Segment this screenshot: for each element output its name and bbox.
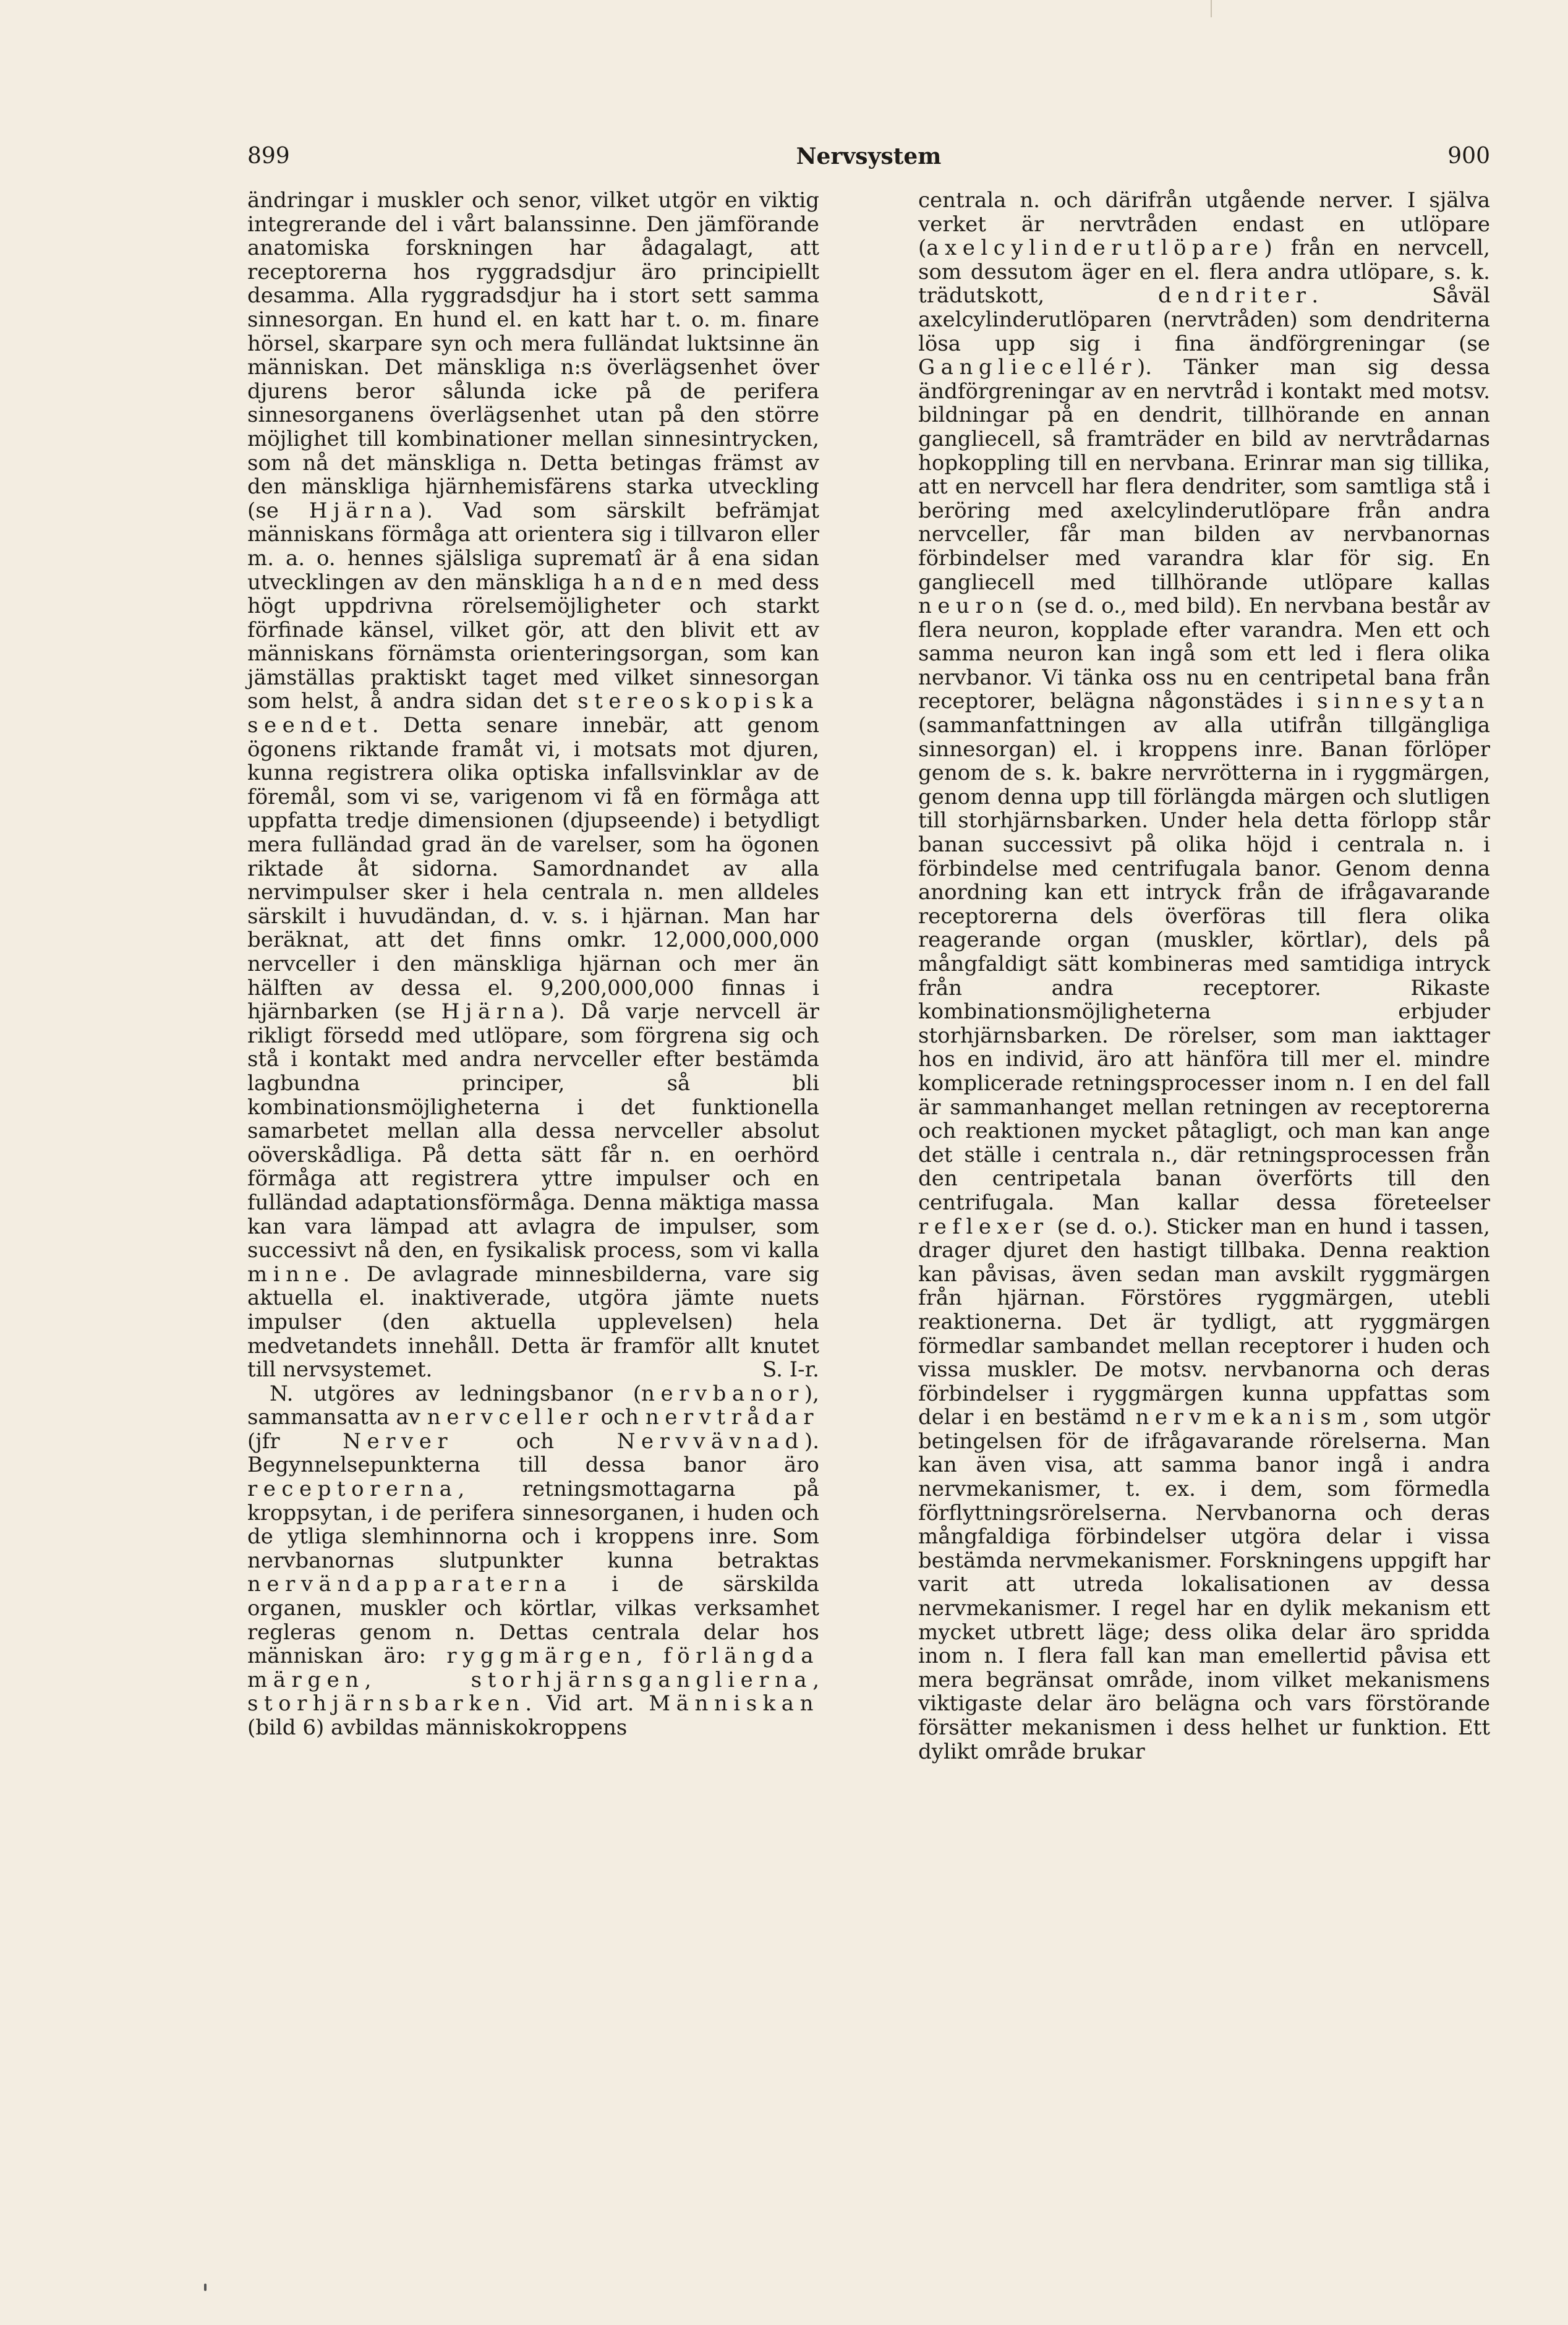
left-column bbox=[247, 189, 819, 1740]
text-run: , bbox=[812, 1667, 819, 1692]
spaced-term: storhjärnsbarken bbox=[247, 1691, 526, 1717]
text-run: . Såväl axelcylinderutlöparen (nervtråden) som dendriterna lösa upp sig i fina ändförgreningar (se bbox=[918, 283, 1490, 356]
spaced-term: dendriter bbox=[1158, 283, 1312, 309]
cross-reference: Hjärna bbox=[441, 999, 550, 1025]
text-run: ). Då varje nervcell är rikligt försedd med utlöpare, som förgrena sig och stå i kontakt med andra nervceller efter bestämda lagbundna principer, så bli kombinationsmöjligheterna i det funktionella samarbetet mellan alla dessa nervceller absolut oöverskådliga. På detta sätt får n. en oerhörd förmåga att registrera yttre impulser och en fulländad adaptationsförmåga. Denna mäktiga massa kan vara lämpad att avlagra de impulser, som successivt nå den, en fysikalisk process, som vi kalla bbox=[247, 999, 819, 1263]
left-paragraph-1 bbox=[247, 189, 819, 1382]
paper-mark bbox=[1211, 0, 1212, 17]
cross-reference: Nerver bbox=[343, 1428, 454, 1454]
text-run: i de särskilda organen, muskler och körtlar, vilkas verksamhet regleras genom n. Dettas centrala delar hos människan äro: bbox=[247, 1572, 819, 1669]
spaced-term: förlängda märgen bbox=[247, 1644, 819, 1692]
spaced-term: receptorerna bbox=[247, 1477, 458, 1502]
cross-reference: Hjärna bbox=[309, 498, 418, 523]
spaced-term: nervbanor bbox=[641, 1381, 804, 1406]
text-run: . Detta senare innebär, att genom ögonens riktande framåt vi, i motsats mot djuren, kunna registrera olika optiska infallsvinklar av de föremål, som vi se, varigenom vi få en förmåga att uppfatta tredje dimensionen (djupseende) i betydligt mera fulländad grad än de varelser, som ha ögonen riktade åt sidorna. Samordnandet av alla nervimpulser sker i hela centrala n. men alldeles särskilt i huvudändan, d. v. s. i hjärnan. Man har beräknat, att det finns omkr. 12,000,000,000 nervceller i den mänskliga hjärnan och mer än hälften av dessa el. 9,200,000,000 finnas i hjärnbarken (se bbox=[247, 713, 819, 1025]
text-run: (se d. o., med bild). En nervbana består av flera neuron, kopplade efter varandra. Men ett och samma neuron kan ingå som ett led i flera olika nervbanor. Vi tänka oss nu en centripetal bana från receptorer, belägna någonstädes i bbox=[918, 594, 1490, 714]
left-paragraph-2 bbox=[247, 1382, 819, 1740]
spaced-term: nervmekanism bbox=[1135, 1405, 1363, 1430]
spaced-term: handen bbox=[593, 570, 708, 595]
text-run: ändringar i muskler och senor, vilket utgör en viktig integrerande del i vårt balanssinne. Den jämförande anatomiska forskningen har ådagalagt, att receptorerna hos ryggradsdjur äro principiellt desamma. Alla ryggradsdjur ha i stort sett samma sinnesorgan. En hund el. en katt har t. o. m. finare hörsel, skarpare syn och mera fulländat luktsinne än människan. Det mänskliga n:s överlägsenhet över djurens beror sålunda icke på de perifera sinnesorganens överlägsenhet utan på den större möjlighet till kombinationer mellan sinnesintrycken, som nå det mänskliga n. Detta betingas främst av den mänskliga hjärnhemisfärens starka utveckling (se bbox=[247, 188, 819, 523]
spaced-term: axelcylinderutlöpare bbox=[926, 236, 1264, 261]
text-run: . Vid art. bbox=[525, 1691, 649, 1717]
text-run: (bild 6) avbildas människokroppens bbox=[247, 1715, 628, 1740]
text-run: , bbox=[636, 1644, 664, 1669]
spaced-term: storhjärnsganglierna bbox=[471, 1667, 813, 1692]
author-signature: S. I-r. bbox=[762, 1357, 819, 1383]
text-run: ). Tänker man sig dessa ändförgreningar av en nervtråd i kontakt med motsv. bildningar på en dendrit, tillhörande en annan gangliecell, så framträder en bild av nervtrådarnas hopkoppling till en nervbana. Erinrar man sig tillika, att en nervcell har flera dendriter, som samtliga stå i beröring med axelcylinderutlöpare från andra nervceller, får man bilden av nervbanornas förbindelser med varandra klar för sig. En gangliecell med tillhörande utlöpare kallas bbox=[918, 355, 1490, 595]
text-run: . De avlagrade minnesbilderna, vare sig aktuella el. inaktiverade, utgöra jämte nuets impulser (den aktuella upplevelsen) hela medvetandets innehåll. Detta är framför allt knutet till nervsystemet. bbox=[247, 1261, 819, 1383]
spaced-term: nervändapparaterna bbox=[247, 1572, 573, 1597]
spaced-term: ryggmärgen bbox=[446, 1644, 637, 1669]
spaced-term: nervtrådar bbox=[645, 1405, 819, 1430]
text-run: ). Begynnelsepunkterna till dessa banor äro bbox=[247, 1428, 820, 1478]
text-run: ), sammansatta av bbox=[247, 1381, 819, 1430]
spaced-term: sinnesytan bbox=[1317, 689, 1490, 714]
text-run: (jfr bbox=[247, 1428, 343, 1454]
text-run: (sammanfattningen av alla utifrån tillgängliga sinnesorgan) el. i kroppens inre. Banan förlöper genom de s. k. bakre nervrötterna in i ryggmärgen, genom denna upp till förlängda märgen och slutligen till storhjärnsbarken. Under hela detta förlopp står banan successivt på olika höjd i centrala n. i förbindelse med centrifugala banor. Genom denna anordning kan ett intryck från de ifrågavarande receptorerna dels överföras till flera olika reagerande organ (muskler, körtlar), dels på mångfaldigt sätt kombineras med samtidiga intryck från andra receptorer. Rikaste kombinationsmöjligheterna erbjuder storhjärnsbarken. De rörelser, som man iakttager hos en individ, äro att hänföra till mer el. mindre komplicerade retningsprocesser inom n. I en del fall är sammanhanget mellan retningen av receptorerna och reaktionen mycket påtagligt, och man kan ange det ställe i centrala n., där retningsprocessen från den centripetala banan överförts till den centrifugala. Man kallar dessa företeelser bbox=[918, 713, 1490, 1215]
cross-reference: Gangliecellér bbox=[918, 355, 1138, 380]
running-header bbox=[247, 143, 1490, 181]
text-run: med dess högt uppdrivna rörelsemöjligheter och starkt förfinade känsel, vilket gör, att den blivit ett av människans förnämsta orienteringsorgan, som kan jämställas praktiskt taget med vilket sinnesorgan som helst, å andra sidan det bbox=[247, 570, 819, 714]
text-run: och bbox=[594, 1405, 646, 1430]
spaced-term: nervceller bbox=[427, 1405, 594, 1430]
text-run: , retningsmottagarna på kroppsytan, i de perifera sinnesorganen, i huden och de ytliga slemhinnorna och i kroppens inre. Som nervbanornas slutpunkter kunna betraktas bbox=[247, 1477, 819, 1573]
text-run: centrala n. och därifrån utgående nerver. I själva verket är nervtråden endast en utlöpare ( bbox=[918, 188, 1490, 261]
spaced-term: neuron bbox=[918, 594, 1029, 619]
text-run: (se d. o.). Sticker man en hund i tassen, drager djuret den hastigt tillbaka. Denna reaktion kan påvisas, även sedan man avskilt ryggmärgen från hjärnan. Förstöres ryggmärgen, utebli reaktionerna. Det är tydligt, att ryggmärgen förmedlar sambandet mellan receptorer i huden och vissa muskler. De motsv. nervbanorna och deras förbindelser i ryggmärgen kunna uppfattas som delar i en bestämd bbox=[918, 1214, 1490, 1430]
text-run: och bbox=[453, 1428, 617, 1454]
cross-reference: Människan bbox=[649, 1691, 819, 1717]
text-run: ) från en nervcell, som dessutom äger en el. flera andra utlöpare, s. k. trädutskott, bbox=[918, 236, 1490, 309]
text-run: , bbox=[364, 1667, 471, 1692]
right-paragraph-1 bbox=[918, 189, 1490, 1764]
right-column bbox=[918, 189, 1490, 1764]
ink-speck bbox=[204, 2284, 207, 2291]
spaced-term: minne bbox=[247, 1261, 343, 1287]
text-run: ). Vad som särskilt befrämjat människans förmåga att orientera sig i tillvaron eller m. a. o. hennes själsliga suprematî är å ena sidan utvecklingen av den mänskliga bbox=[247, 498, 819, 595]
spaced-term: reflexer bbox=[918, 1214, 1049, 1239]
page-number-left: 899 bbox=[247, 143, 290, 169]
header-title: Nervsystem bbox=[796, 143, 942, 169]
spaced-term: stereoskopiska seendet bbox=[247, 689, 819, 738]
page-number-right: 900 bbox=[1447, 143, 1490, 169]
cross-reference: Nervvävnad bbox=[616, 1428, 804, 1454]
text-run: N. utgöres av ledningsbanor ( bbox=[270, 1381, 642, 1406]
text-run: , som utgör betingelsen för de ifrågavarande rörelserna. Man kan även visa, att samma banor ingå i andra nervmekanismer, t. ex. i dem, som förmedla förflyttningsrörelserna. Nervbanorna och deras mångfaldiga förbindelser utgöra delar i vissa bestämda nervmekanismer. Forskningens uppgift har varit att utreda lokalisationen av dessa nervmekanismer. I regel har en dylik mekanism ett mycket utbrett läge; dess olika delar äro spridda inom n. I flera fall kan man emellertid påvisa ett mera begränsat område, inom vilket mekanismens viktigaste delar äro belägna och vars förstörande försätter mekanismen i dess helhet ur funktion. Ett dylikt område brukar bbox=[918, 1405, 1490, 1764]
